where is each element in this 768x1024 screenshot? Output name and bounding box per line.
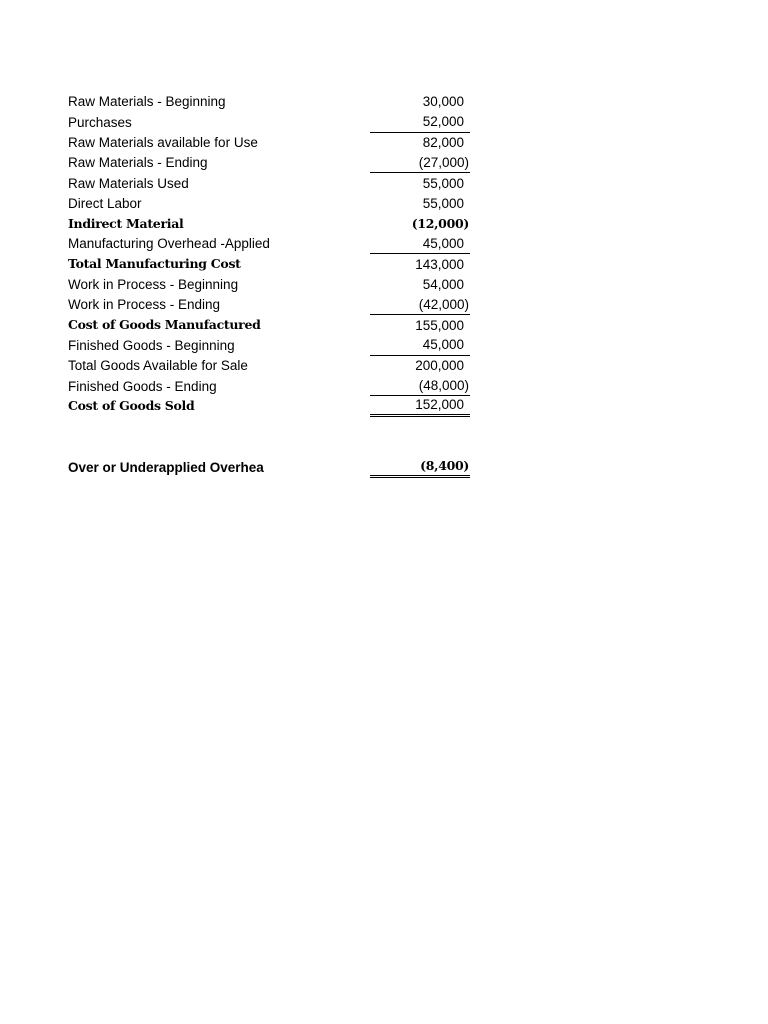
row-amount: (48,000) (370, 376, 470, 396)
row-amount: 82,000 (422, 134, 464, 150)
row-finished-goods-ending (68, 376, 470, 396)
row-label: Total Goods Available for Sale (68, 358, 248, 374)
spacer (68, 417, 470, 458)
row-label: Finished Goods - Beginning (68, 337, 235, 353)
row-purchases (68, 112, 470, 132)
row-amount: 52,000 (370, 112, 470, 132)
row-amount: 143,000 (415, 256, 464, 272)
row-label: Total Manufacturing Cost (68, 256, 241, 272)
row-raw-materials-used (68, 173, 470, 193)
row-amount: 200,000 (415, 358, 464, 374)
row-amount: (12,000) (411, 215, 469, 231)
cost-schedule (68, 92, 470, 478)
row-raw-materials-beginning (68, 92, 470, 112)
row-raw-materials-available (68, 133, 470, 153)
row-total-goods-available (68, 356, 470, 376)
row-label: Work in Process - Ending (68, 297, 221, 313)
row-label: Direct Labor (68, 195, 142, 211)
row-wip-beginning (68, 275, 470, 295)
row-label: Raw Materials - Beginning (68, 94, 226, 110)
row-amount: 152,000 (370, 396, 470, 416)
row-amount: (8,400) (370, 457, 470, 477)
row-amount: 30,000 (422, 94, 464, 110)
row-raw-materials-ending (68, 153, 470, 173)
row-cost-of-goods-sold (68, 396, 470, 416)
row-amount: 155,000 (415, 317, 464, 333)
row-amount: 45,000 (370, 336, 470, 356)
row-label: Manufacturing Overhead -Applied (68, 236, 270, 252)
row-amount: 55,000 (422, 195, 464, 211)
row-amount: 55,000 (422, 175, 464, 191)
row-label: Raw Materials - Ending (68, 155, 208, 171)
row-label: Cost of Goods Sold (68, 398, 195, 414)
row-label: Work in Process - Beginning (68, 277, 239, 293)
row-label: Cost of Goods Manufactured (68, 317, 261, 333)
row-label: Over or Underapplied Overhea (68, 459, 264, 475)
row-finished-goods-beginning (68, 336, 470, 356)
row-amount: 54,000 (422, 277, 464, 293)
row-label: Indirect Material (68, 215, 184, 231)
row-amount: (42,000) (370, 295, 470, 315)
row-direct-labor (68, 193, 470, 213)
row-amount: 45,000 (370, 234, 470, 254)
row-manufacturing-overhead-applied (68, 234, 470, 254)
row-wip-ending (68, 295, 470, 315)
row-total-manufacturing-cost (68, 254, 470, 274)
row-amount: (27,000) (370, 153, 470, 173)
row-label: Raw Materials Used (68, 175, 189, 191)
row-label: Purchases (68, 114, 132, 130)
row-label: Raw Materials available for Use (68, 134, 258, 150)
row-over-underapplied-overhead (68, 457, 470, 477)
row-label: Finished Goods - Ending (68, 378, 217, 394)
row-indirect-material (68, 214, 470, 234)
row-cost-of-goods-manufactured (68, 315, 470, 335)
